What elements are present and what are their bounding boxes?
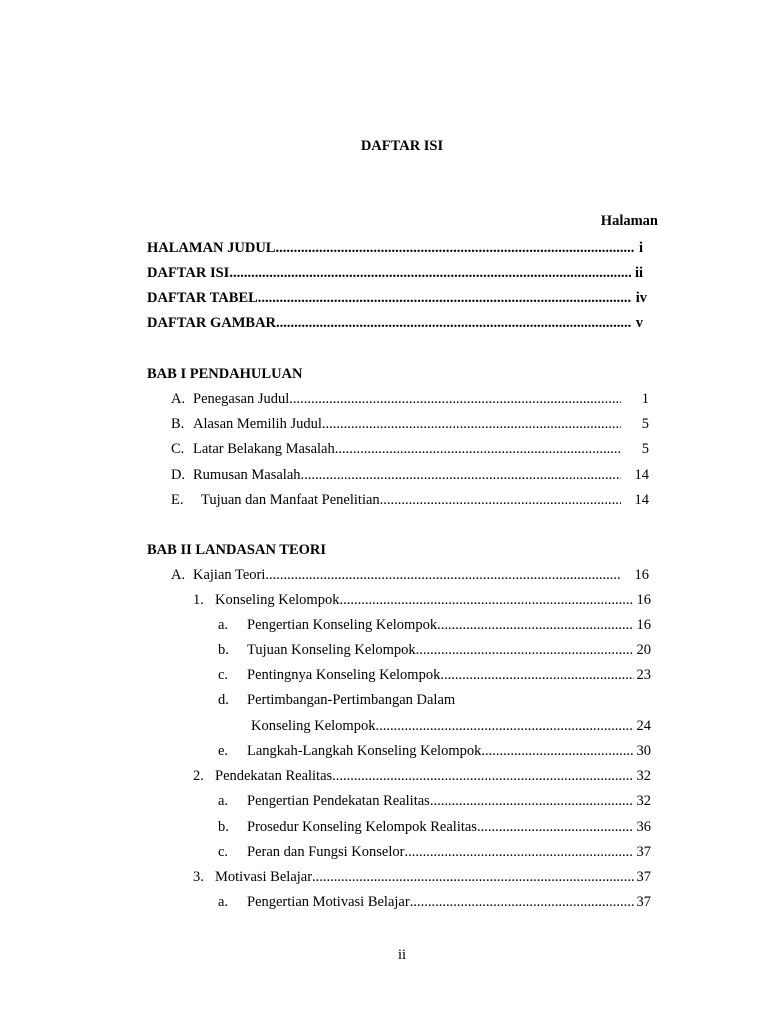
toc-entry-bab2-a1e[interactable]: e. Langkah-Langkah Konseling Kelompok ..... 30 — [218, 741, 651, 761]
toc-entry-bab2-a3a[interactable]: a. Pengertian Motivasi Belajar ..... 37 — [218, 892, 651, 912]
page-column-label: Halaman — [600, 213, 658, 229]
toc-entry-bab2-a2c[interactable]: c. Peran dan Fungsi Konselor ..... 37 — [218, 842, 651, 862]
toc-entry-daftar-gambar[interactable]: DAFTAR GAMBAR ..... v — [147, 313, 643, 333]
toc-entry-daftar-tabel[interactable]: DAFTAR TABEL ..... iv — [147, 288, 647, 308]
toc-entry-bab2-a1[interactable]: 1. Konseling Kelompok ..... 16 — [193, 590, 651, 610]
bab2-heading: BAB II LANDASAN TEORI — [147, 542, 327, 558]
toc-entry-bab2-a1d-line1[interactable]: d. Pertimbangan-Pertimbangan Dalam — [218, 692, 456, 708]
page-title: DAFTAR ISI — [360, 138, 444, 154]
toc-entry-bab2-a2[interactable]: 2. Pendekatan Realitas ..... 32 — [193, 766, 651, 786]
page-number: ii — [397, 947, 407, 963]
toc-entry-bab2-a1a[interactable]: a. Pengertian Konseling Kelompok ..... 16 — [218, 615, 651, 635]
toc-entry-bab1-d[interactable]: D. Rumusan Masalah ..... 14 — [171, 465, 649, 485]
toc-entry-bab2-a3[interactable]: 3. Motivasi Belajar ..... 37 — [193, 867, 651, 887]
toc-entry-halaman-judul[interactable]: HALAMAN JUDUL ..... i — [147, 238, 643, 258]
bab1-heading: BAB I PENDAHULUAN — [147, 366, 303, 382]
toc-entry-bab2-a[interactable]: A. Kajian Teori ..... 16 — [171, 565, 649, 585]
toc-entry-bab2-a1b[interactable]: b. Tujuan Konseling Kelompok ..... 20 — [218, 640, 651, 660]
toc-entry-bab2-a1d-line2[interactable]: Konseling Kelompok ..... 24 — [251, 716, 651, 736]
toc-entry-bab2-a2a[interactable]: a. Pengertian Pendekatan Realitas ..... 32 — [218, 791, 651, 811]
toc-entry-daftar-isi[interactable]: DAFTAR ISI ..... ii — [147, 263, 643, 283]
toc-entry-bab2-a1c[interactable]: c. Pentingnya Konseling Kelompok ..... 23 — [218, 665, 651, 685]
toc-entry-bab1-b[interactable]: B. Alasan Memilih Judul ..... 5 — [171, 414, 649, 434]
toc-entry-bab1-a[interactable]: A. Penegasan Judul ..... 1 — [171, 389, 649, 409]
toc-entry-bab2-a2b[interactable]: b. Prosedur Konseling Kelompok Realitas ..... 36 — [218, 817, 651, 837]
toc-entry-bab1-c[interactable]: C. Latar Belakang Masalah ..... 5 — [171, 439, 649, 459]
toc-entry-bab1-e[interactable]: E. Tujuan dan Manfaat Penelitian ..... 14 — [171, 490, 649, 510]
